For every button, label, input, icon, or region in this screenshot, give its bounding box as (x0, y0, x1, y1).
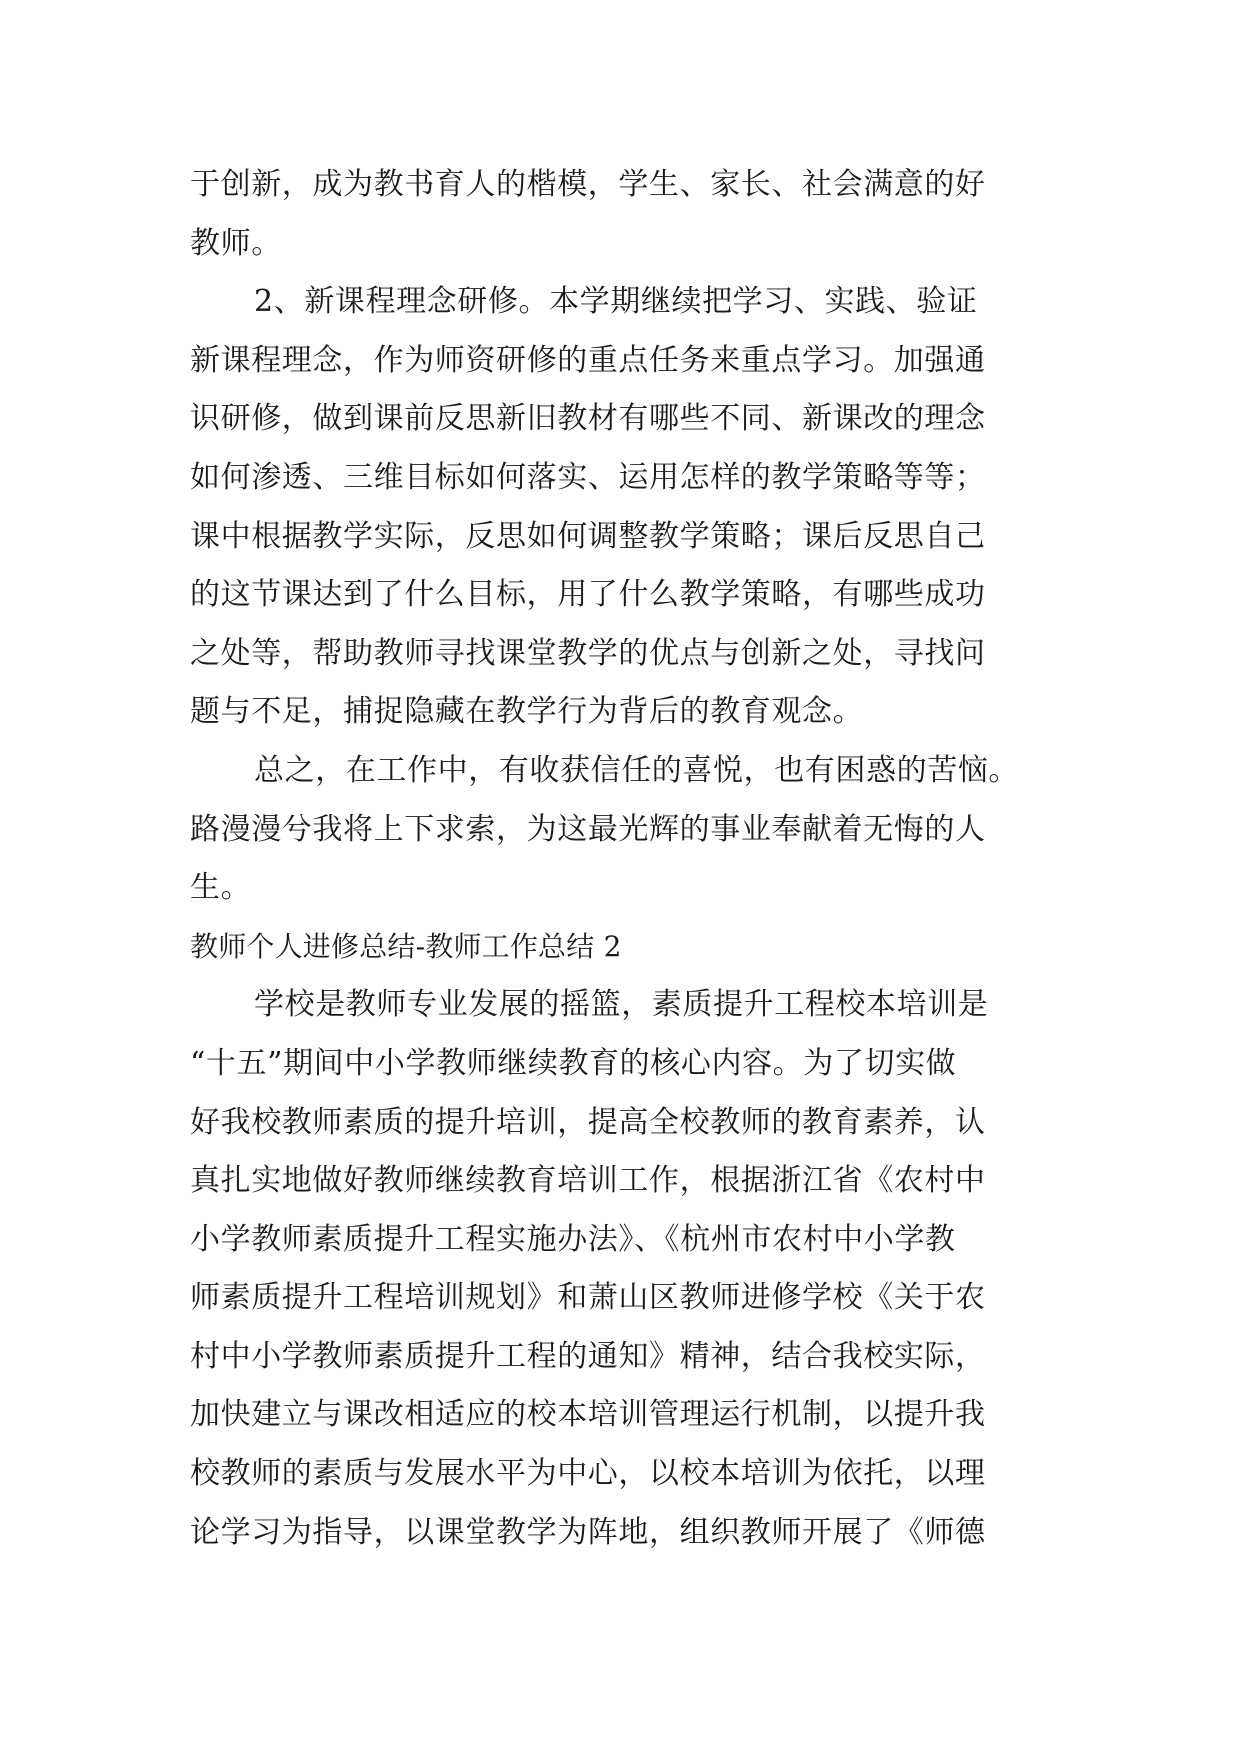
text-line: 课中根据教学实际，反思如何调整教学策略；课后反思自己 (190, 518, 986, 554)
text-line: 加快建立与课改相适应的校本培训管理运行机制，以提升我 (190, 1397, 986, 1433)
text-line: 真扎实地做好教师继续教育培训工作，根据浙江省《农村中 (190, 1163, 986, 1199)
text-line: 于创新，成为教书育人的楷模，学生、家长、社会满意的好 (190, 167, 986, 202)
text-line: 路漫漫兮我将上下求索，为这最光辉的事业奉献着无悔的人 (190, 811, 986, 847)
text-line: 题与不足，捕捉隐藏在教学行为背后的教育观念。 (190, 694, 864, 730)
text-line: 的这节课达到了什么目标，用了什么教学策略，有哪些成功 (190, 577, 986, 613)
text-line: 新课程理念，作为师资研修的重点任务来重点学习。加强通 (190, 342, 986, 378)
text-line: 小学教师素质提升工程实施办法》、《杭州市农村中小学教 (190, 1221, 956, 1257)
text-line: 识研修，做到课前反思新旧教材有哪些不同、新课改的理念 (190, 401, 986, 437)
document-body (190, 156, 1060, 1562)
text-line: 师素质提升工程培训规划》和萧山区教师进修学校《关于农 (190, 1280, 986, 1316)
text-line: 如何渗透、三维目标如何落实、运用怎样的教学策略等等； (190, 459, 986, 495)
section-heading: 教师个人进修总结-教师工作总结 2 (190, 929, 622, 963)
paragraph-start-line: 学校是教师专业发展的摇篮，素质提升工程校本培训是 (254, 987, 989, 1023)
paragraph-start-line: 总之，在工作中，有收获信任的喜悦，也有困惑的苦恼。 (254, 752, 1019, 788)
text-line: 论学习为指导，以课堂教学为阵地，组织教师开展了《师德 (190, 1514, 986, 1550)
text-line: 好我校教师素质的提升培训，提高全校教师的教育素养，认 (190, 1104, 986, 1140)
text-line: 生。 (190, 870, 252, 906)
text-line: “十五”期间中小学教师继续教育的核心内容。为了切实做 (190, 1045, 957, 1081)
text-line: 教师。 (190, 225, 282, 261)
text-line: 村中小学教师素质提升工程的通知》精神，结合我校实际， (190, 1338, 986, 1374)
paragraph-start-line: 2、新课程理念研修。本学期继续把学习、实践、验证 (254, 284, 978, 320)
text-line: 校教师的素质与发展水平为中心，以校本培训为依托，以理 (190, 1456, 986, 1492)
text-line: 之处等，帮助教师寻找课堂教学的优点与创新之处，寻找问 (190, 635, 986, 671)
